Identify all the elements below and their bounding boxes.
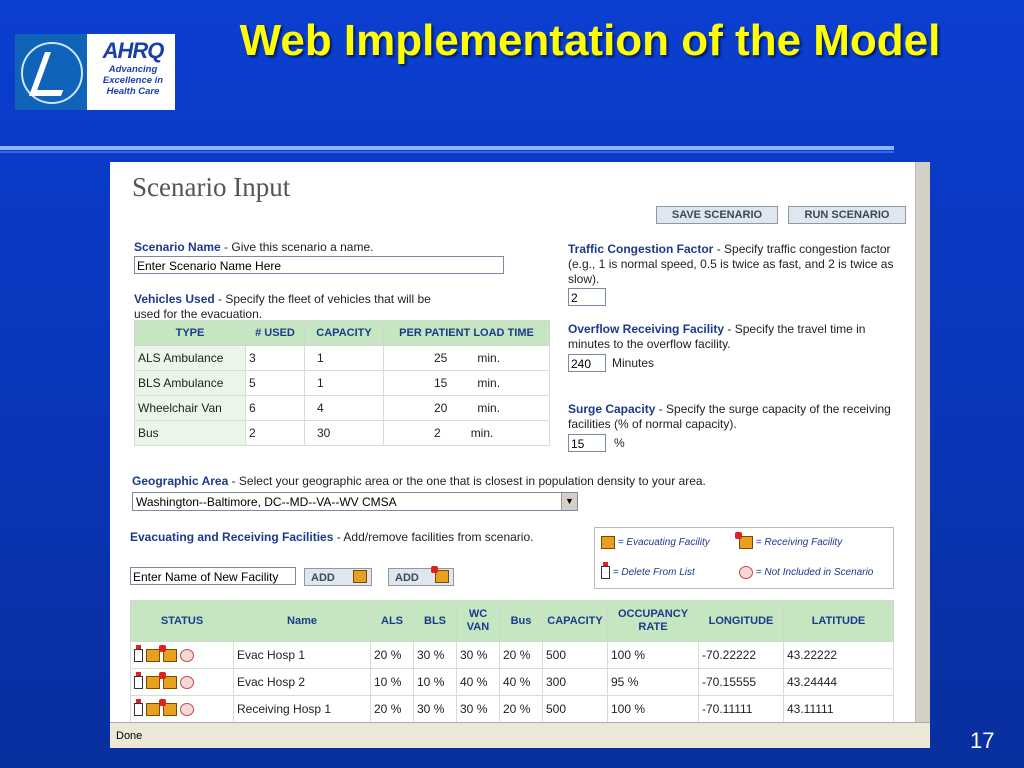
bus-input[interactable]: 20 %: [500, 642, 543, 669]
scenario-name-input[interactable]: Enter Scenario Name Here: [134, 256, 504, 274]
bus-input[interactable]: 40 %: [500, 669, 543, 696]
receiving-facility-icon[interactable]: [163, 649, 177, 662]
delete-icon[interactable]: [134, 649, 143, 662]
als-input[interactable]: 20 %: [371, 642, 414, 669]
vehicle-type: ALS Ambulance: [135, 346, 246, 371]
evacuating-facility-icon: [353, 570, 367, 583]
capacity-input[interactable]: 500: [543, 696, 608, 723]
status-icons: [131, 696, 234, 723]
overflow-label: Overflow Receiving Facility - Specify the travel time in minutes to the overflow facility.: [568, 322, 866, 351]
vehicle-capacity-input[interactable]: 1: [305, 346, 384, 371]
latitude-input[interactable]: 43.22222: [784, 642, 894, 669]
occupancy-input[interactable]: 95 %: [608, 669, 699, 696]
add-evacuating-button[interactable]: ADD: [304, 568, 372, 586]
receiving-facility-icon[interactable]: [163, 703, 177, 716]
table-row: [135, 346, 550, 371]
col-capacity: CAPACITY: [543, 601, 608, 642]
ahrq-mark: AHRQ: [102, 38, 164, 63]
bls-input[interactable]: 30 %: [414, 696, 457, 723]
bls-input[interactable]: 10 %: [414, 669, 457, 696]
vehicle-type: Bus: [135, 421, 246, 446]
occupancy-input[interactable]: 100 %: [608, 642, 699, 669]
receiving-facility-icon: [739, 536, 753, 549]
vehicle-used-input[interactable]: 2: [246, 421, 305, 446]
vehicle-load-input[interactable]: 15 min.: [384, 371, 550, 396]
evacuating-facility-icon[interactable]: [146, 649, 160, 662]
facilities-label: Evacuating and Receiving Facilities - Add/remove facilities from scenario.: [130, 530, 534, 544]
bus-input[interactable]: 20 %: [500, 696, 543, 723]
wc-van-input[interactable]: 30 %: [457, 642, 500, 669]
table-row: [135, 421, 550, 446]
run-scenario-button[interactable]: RUN SCENARIO: [788, 206, 906, 224]
facility-name[interactable]: Evac Hosp 2: [234, 669, 371, 696]
col-als: ALS: [371, 601, 414, 642]
vertical-scrollbar[interactable]: [915, 162, 930, 722]
add-receiving-button[interactable]: ADD: [388, 568, 454, 586]
ahrq-logo: [15, 34, 175, 110]
table-row: [131, 669, 894, 696]
vehicle-type: BLS Ambulance: [135, 371, 246, 396]
surge-label: Surge Capacity - Specify the surge capacity of the receiving facilities (% of normal capacity).: [568, 402, 891, 431]
slide-title: Web Implementation of the Model: [239, 16, 941, 65]
longitude-input[interactable]: -70.11111: [699, 696, 784, 723]
col-type: TYPE: [135, 321, 246, 346]
save-scenario-button[interactable]: SAVE SCENARIO: [656, 206, 778, 224]
vehicle-capacity-input[interactable]: 30: [305, 421, 384, 446]
vehicle-capacity-input[interactable]: 1: [305, 371, 384, 396]
not-included-icon[interactable]: [180, 649, 194, 662]
browser-window: [110, 162, 930, 748]
wc-van-input[interactable]: 40 %: [457, 669, 500, 696]
evacuating-facility-icon: [601, 536, 615, 549]
evacuating-facility-icon[interactable]: [146, 676, 160, 689]
not-included-icon[interactable]: [180, 676, 194, 689]
vehicles-label: Vehicles Used - Specify the fleet of vehicles that will be used for the evacuation.: [134, 292, 431, 321]
geo-area-select[interactable]: Washington--Baltimore, DC--MD--VA--WV CMSA ▼: [132, 492, 578, 511]
evacuating-facility-icon[interactable]: [146, 703, 160, 716]
vehicle-load-input[interactable]: 20 min.: [384, 396, 550, 421]
bls-input[interactable]: 30 %: [414, 642, 457, 669]
col-bus: Bus: [500, 601, 543, 642]
col-bls: BLS: [414, 601, 457, 642]
col-latitude: LATITUDE: [784, 601, 894, 642]
capacity-input[interactable]: 500: [543, 642, 608, 669]
page-title: Scenario Input: [132, 172, 291, 202]
facility-name[interactable]: Receiving Hosp 1: [234, 696, 371, 723]
traffic-label: Traffic Congestion Factor - Specify traffic congestion factor (e.g., 1 is normal speed, 0.5 is twice as fast, and 2 is twice as slow).: [568, 242, 894, 286]
col-status: STATUS: [131, 601, 234, 642]
title-divider-shadow: [0, 151, 894, 153]
surge-capacity-input[interactable]: 15: [568, 434, 606, 452]
col-longitude: LONGITUDE: [699, 601, 784, 642]
vehicle-capacity-input[interactable]: 4: [305, 396, 384, 421]
vehicle-load-input[interactable]: 2 min.: [384, 421, 550, 446]
ahrq-tagline: Advancing Excellence in Health Care: [102, 64, 164, 97]
traffic-factor-input[interactable]: 2: [568, 288, 606, 306]
col-name: Name: [234, 601, 371, 642]
delete-icon[interactable]: [134, 676, 143, 689]
col-capacity: CAPACITY: [305, 321, 384, 346]
table-row: [135, 396, 550, 421]
longitude-input[interactable]: -70.15555: [699, 669, 784, 696]
vehicle-load-input[interactable]: 25 min.: [384, 346, 550, 371]
facility-legend: = Evacuating Facility = Receiving Facility = Delete From List = Not Included in Scenario: [594, 527, 894, 589]
hhs-seal-icon: [15, 34, 87, 110]
scenario-name-label: Scenario Name - Give this scenario a name.: [134, 240, 374, 254]
wc-van-input[interactable]: 30 %: [457, 696, 500, 723]
vehicle-used-input[interactable]: 5: [246, 371, 305, 396]
col-load-time: PER PATIENT LOAD TIME: [384, 321, 550, 346]
table-row: [131, 642, 894, 669]
overflow-unit: Minutes: [612, 356, 655, 370]
vehicle-used-input[interactable]: 6: [246, 396, 305, 421]
col-occupancy: OCCUPANCY RATE: [608, 601, 699, 642]
surge-unit: %: [614, 436, 625, 450]
vehicle-used-input[interactable]: 3: [246, 346, 305, 371]
new-facility-input[interactable]: Enter Name of New Facility: [130, 567, 296, 585]
occupancy-input[interactable]: 100 %: [608, 696, 699, 723]
title-divider: [0, 146, 894, 150]
facility-name[interactable]: Evac Hosp 1: [234, 642, 371, 669]
not-included-icon[interactable]: [180, 703, 194, 716]
not-included-icon: [739, 566, 753, 579]
delete-icon[interactable]: [134, 703, 143, 716]
vehicles-table: [134, 320, 550, 446]
status-bar: [110, 722, 930, 748]
col-wc-van: WC VAN: [457, 601, 500, 642]
table-row: [135, 371, 550, 396]
facilities-table: [130, 600, 894, 723]
chevron-down-icon[interactable]: ▼: [561, 493, 577, 510]
als-input[interactable]: 10 %: [371, 669, 414, 696]
geo-label: Geographic Area - Select your geographic area or the one that is closest in population density to your area.: [132, 474, 706, 488]
status-icons: [131, 642, 234, 669]
longitude-input[interactable]: -70.22222: [699, 642, 784, 669]
status-text: Done: [116, 730, 143, 742]
latitude-input[interactable]: 43.24444: [784, 669, 894, 696]
vehicle-type: Wheelchair Van: [135, 396, 246, 421]
capacity-input[interactable]: 300: [543, 669, 608, 696]
slide-number: 17: [970, 728, 995, 753]
status-icons: [131, 669, 234, 696]
latitude-input[interactable]: 43.11111: [784, 696, 894, 723]
receiving-facility-icon[interactable]: [163, 676, 177, 689]
overflow-time-input[interactable]: 240: [568, 354, 606, 372]
table-row: [131, 696, 894, 723]
col-used: # USED: [246, 321, 305, 346]
delete-icon: [601, 566, 610, 579]
als-input[interactable]: 20 %: [371, 696, 414, 723]
receiving-facility-icon: [435, 570, 449, 583]
